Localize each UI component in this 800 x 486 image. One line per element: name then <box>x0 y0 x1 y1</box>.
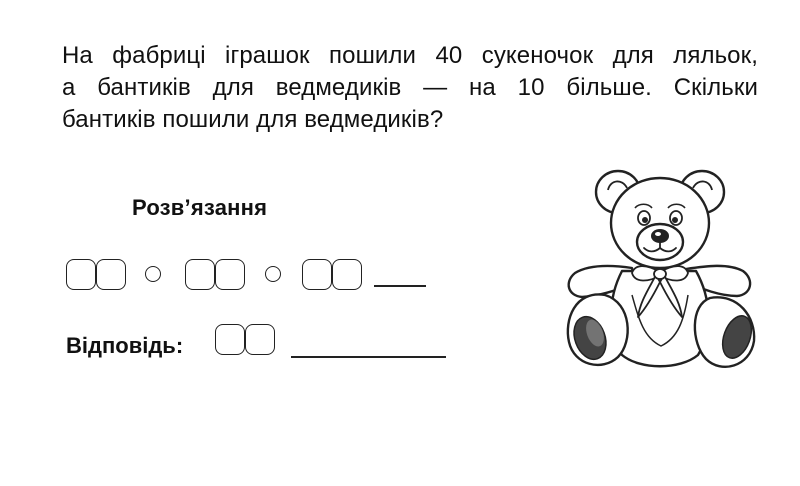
digit-box-3a[interactable] <box>302 259 332 290</box>
answer-box-a[interactable] <box>215 324 245 355</box>
problem-line-1: На фабриці іграшок пошили 40 сукеночок для ляльок, <box>62 42 758 69</box>
digit-box-2b[interactable] <box>215 259 245 290</box>
unit-line[interactable] <box>374 285 426 287</box>
digit-box-1b[interactable] <box>96 259 126 290</box>
answer-label: Відповідь: <box>66 333 184 358</box>
operation-circle-1[interactable] <box>145 266 161 282</box>
problem-line-3: бантиків пошили для ведмедиків? <box>62 106 444 133</box>
teddy-bear-icon <box>560 160 760 385</box>
digit-box-1a[interactable] <box>66 259 96 290</box>
answer-line[interactable] <box>291 356 446 358</box>
digit-box-2a[interactable] <box>185 259 215 290</box>
operation-circle-2[interactable] <box>265 266 281 282</box>
answer-box-b[interactable] <box>245 324 275 355</box>
digit-box-3b[interactable] <box>332 259 362 290</box>
problem-line-2: а бантиків для ведмедиків — на 10 більше. Скільки <box>62 74 758 101</box>
problem-text <box>62 40 758 136</box>
solution-title: Розв’язання <box>132 195 268 220</box>
